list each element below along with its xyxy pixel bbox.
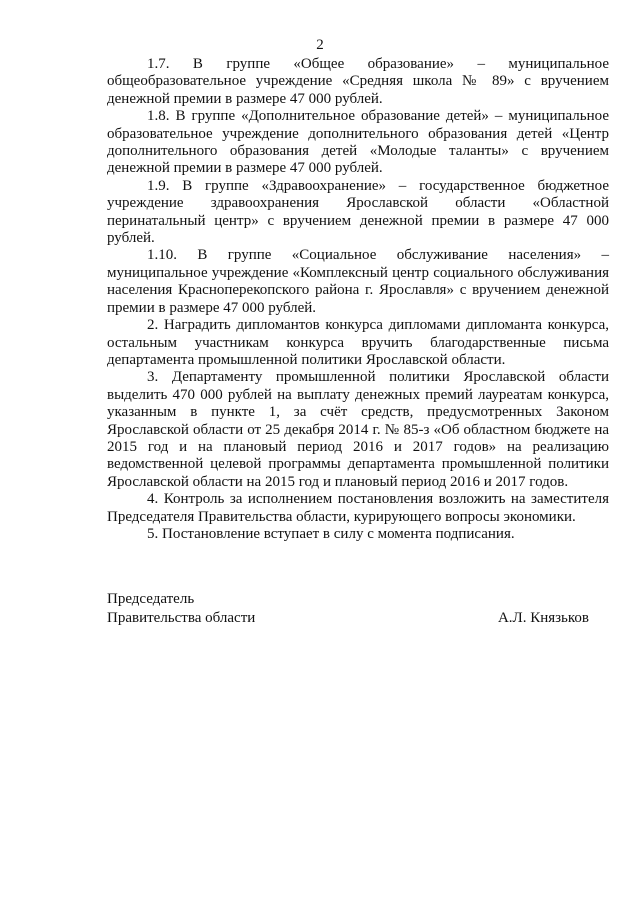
signatory-title-line-1: Председатель	[107, 591, 195, 607]
document-body	[107, 56, 609, 543]
paragraph-4: 4. Контроль за исполнением постановления возложить на заместителя Председателя Правительства области, курирующего вопросы экономики.	[107, 491, 609, 525]
paragraph-5: 5. Постановление вступает в силу с момента подписания.	[147, 525, 515, 542]
signature-line	[107, 609, 589, 628]
paragraph-2: 2. Наградить дипломантов конкурса дипломами дипломанта конкурса, остальным участникам конкурса вручить благодарственные письма департамента промышленной политики Ярославской области.	[107, 317, 609, 368]
paragraph-1-10: 1.10. В группе «Социальное обслуживание населения» – муниципальное учреждение «Комплексный центр социального обслуживания населения Красноперекопского района г. Ярославля» с вручением денежной премии в размере 47 000 рублей.	[107, 247, 609, 316]
paragraph-1-8: 1.8. В группе «Дополнительное образование детей» – муниципальное образовательное учреждение дополнительного образования детей «Центр дополнительного образования детей «Молодые таланты» с вручением денежной премии в размере 47 000 рублей.	[107, 108, 609, 177]
paragraph-1-9: 1.9. В группе «Здравоохранение» – государственное бюджетное учреждение здравоохранения Ярославской области «Областной перинатальный центр» с вручением денежной премии в размере 47 000 рублей.	[107, 177, 609, 247]
signature-block	[107, 590, 589, 628]
paragraph-3: 3. Департаменту промышленной политики Ярославской области выделить 470 000 рублей на выплату денежных премий лауреатам конкурса, указанным в пункте 1, за счёт средств, предусмотренных Законом Ярославской области от 25 декабря 2014 г. № 85-з «Об областном бюджете на 2015 год и на плановый период 2016 и 2017 годов» на реализацию ведомственной целевой программы департамента промышленной политики Ярославской области на 2015 год и плановый период 2016 и 2017 годов.	[107, 369, 609, 490]
signatory-title-line-2: Правительства области	[107, 610, 256, 626]
paragraph-1-7: 1.7. В группе «Общее образование» – муниципальное общеобразовательное учреждение «Средняя школа № 89» с вручением денежной премии в размере 47 000 рублей.	[107, 56, 609, 107]
page-number: 2	[316, 37, 324, 53]
signatory-name: А.Л. Князьков	[497, 610, 589, 626]
